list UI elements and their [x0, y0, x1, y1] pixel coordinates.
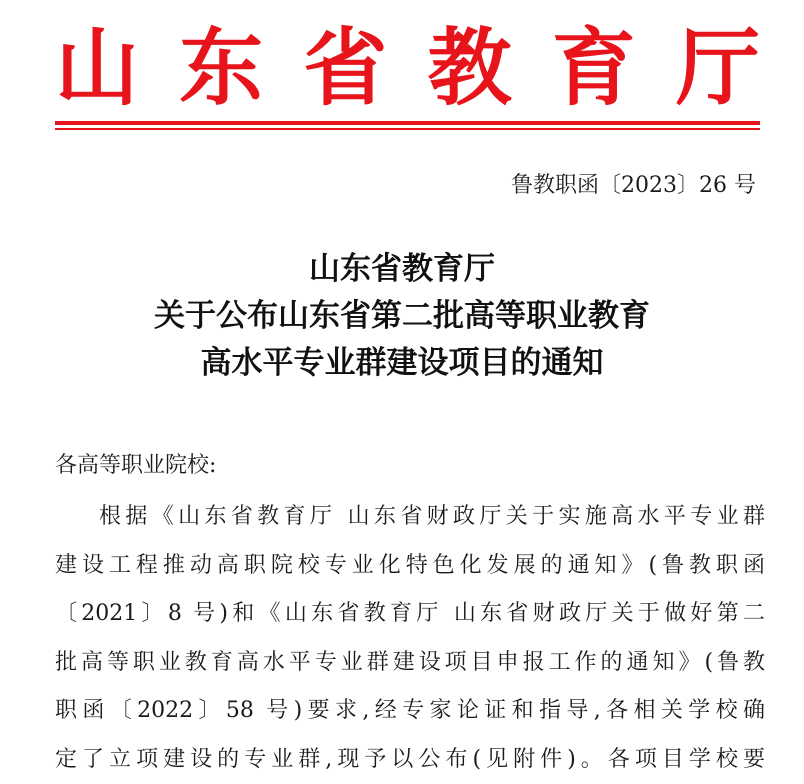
masthead-rule-thick: [55, 121, 760, 125]
body-line: 定了立项建设的专业群,现予以公布(见附件)。各项目学校要: [55, 736, 765, 784]
document-number: 鲁教职函〔2023〕26 号: [511, 168, 756, 199]
body-line: 批高等职业教育高水平专业群建设项目申报工作的通知》(鲁教: [55, 639, 765, 688]
masthead-char: 育: [552, 26, 636, 110]
masthead-char: 教: [428, 26, 512, 110]
salutation: 各高等职业院校:: [55, 448, 216, 479]
title-line-2: 关于公布山东省第二批高等职业教育: [0, 293, 804, 340]
masthead-char: 省: [303, 26, 387, 110]
title-line-3: 高水平专业群建设项目的通知: [0, 340, 804, 387]
masthead-char: 厅: [676, 26, 760, 110]
document-title: [0, 246, 804, 387]
title-line-1: 山东省教育厅: [0, 246, 804, 293]
body-paragraph: [55, 493, 765, 784]
body-line: 根据《山东省教育厅 山东省财政厅关于实施高水平专业群: [55, 493, 765, 542]
masthead-title: [55, 22, 760, 114]
body-line: 〔2021〕8 号)和《山东省教育厅 山东省财政厅关于做好第二: [55, 590, 765, 639]
masthead-char: 山: [55, 26, 139, 110]
body-line: 职函〔2022〕58 号)要求,经专家论证和指导,各相关学校确: [55, 687, 765, 736]
body-line: 建设工程推动高职院校专业化特色化发展的通知》(鲁教职函: [55, 542, 765, 591]
masthead-rule-thin: [55, 128, 760, 130]
masthead-char: 东: [179, 26, 263, 110]
